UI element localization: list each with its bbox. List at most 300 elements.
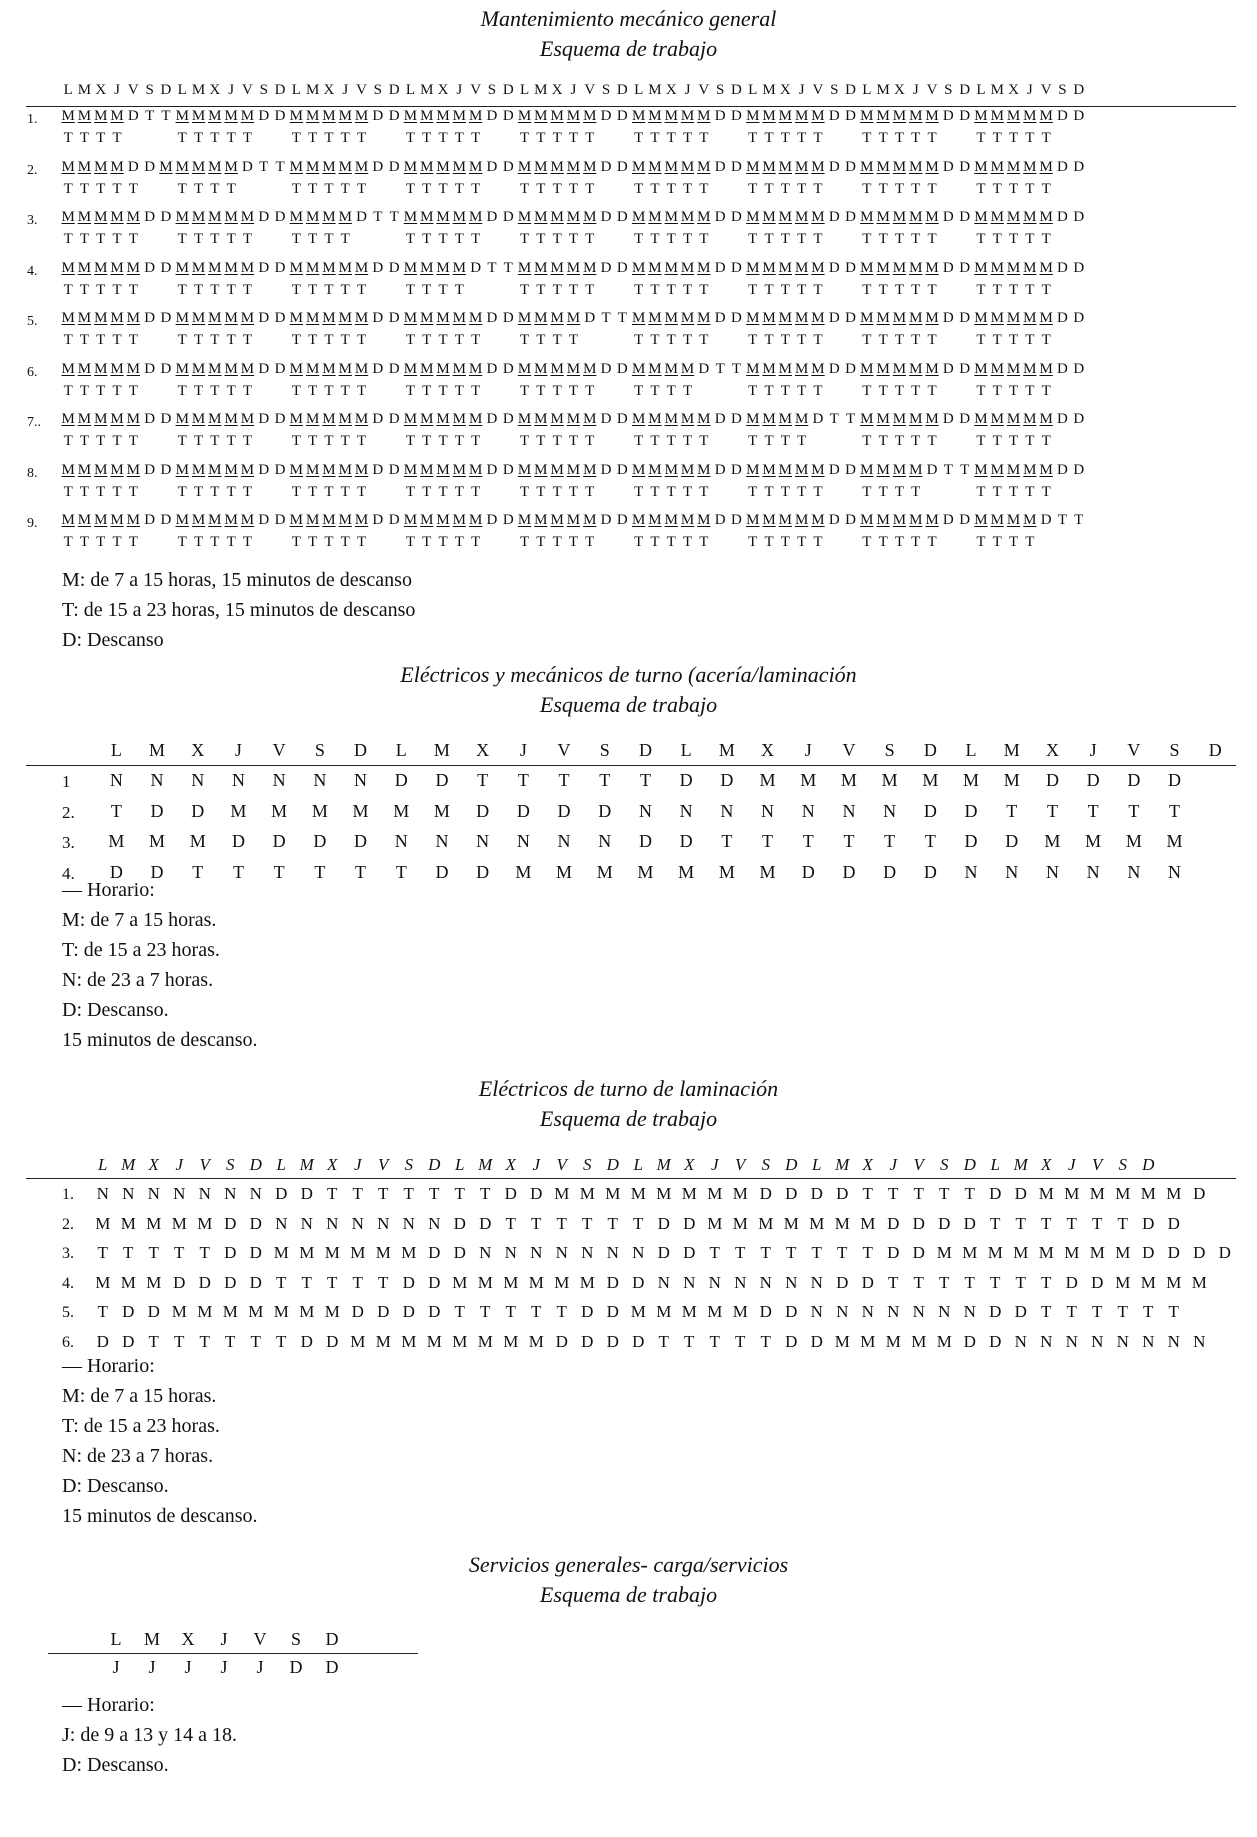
shift-cell: M (77, 259, 92, 276)
shift-cell: T (1008, 130, 1019, 146)
shift-cell: M (110, 360, 124, 377)
shift-cell: T (226, 483, 236, 500)
row-number: 4. (62, 863, 75, 883)
shift-cell: M (990, 259, 1004, 276)
shift-cell: T (536, 180, 546, 197)
shift-cell: M (289, 512, 303, 528)
shift-cell: T (802, 831, 814, 851)
shift-cell: M (208, 411, 222, 427)
shift-cell: D (486, 461, 498, 478)
shift-cell: D (600, 158, 612, 175)
shift-cell: T (888, 1272, 899, 1292)
shift-cell: M (305, 158, 320, 175)
shift-cell: T (699, 433, 709, 449)
shift-cell: M (892, 411, 907, 427)
shift-cell: D (144, 360, 156, 377)
shift-cell: T (760, 1243, 771, 1262)
shift-cell: T (911, 534, 921, 550)
shift-cell: M (403, 158, 418, 175)
row-number: 6. (62, 1333, 74, 1351)
shift-cell: M (1023, 360, 1037, 377)
shift-cell: T (1092, 1302, 1103, 1321)
shift-cell: T (438, 534, 448, 550)
day-header-cell: L (519, 82, 530, 98)
shift-cell: M (746, 461, 760, 478)
shift-cell: T (199, 1331, 210, 1351)
shift-cell: T (699, 281, 709, 298)
shift-cell: D (810, 1184, 823, 1203)
shift-cell: D (1073, 108, 1085, 124)
day-header-cell: V (557, 740, 571, 760)
shift-cell: T (519, 231, 530, 247)
shift-cell: T (666, 231, 676, 247)
shift-cell: M (197, 1302, 213, 1321)
shift-cell: M (1044, 831, 1061, 851)
shift-cell: M (697, 512, 711, 528)
shift-cell: T (454, 1302, 465, 1321)
shift-cell: N (734, 1272, 747, 1292)
shift-cell: D (959, 310, 971, 326)
shift-cell: D (191, 800, 205, 821)
day-header-cell: J (175, 1155, 184, 1174)
shift-cell: M (94, 108, 108, 124)
shift-cell: T (79, 281, 90, 298)
shift-cell: T (308, 130, 318, 146)
shift-cell: D (502, 310, 514, 326)
shift-cell: M (648, 310, 662, 326)
shift-cell: M (1023, 209, 1037, 225)
shift-cell: T (226, 382, 236, 399)
day-header-cell: V (913, 1155, 924, 1174)
shift-cell: T (607, 1213, 618, 1233)
shift-cell: T (429, 1184, 440, 1203)
shift-cell: T (639, 770, 651, 790)
shift-cell: D (1057, 360, 1068, 377)
shift-cell: T (422, 332, 432, 348)
shift-cell: T (558, 770, 570, 790)
shift-cell: T (79, 332, 90, 348)
shift-cell: T (568, 433, 579, 449)
shift-cell: T (405, 433, 416, 449)
shift-cell: T (128, 231, 138, 247)
shift-cell: D (274, 310, 286, 326)
shift-cell: T (633, 1213, 644, 1233)
day-header-cell: S (226, 1155, 235, 1174)
shift-cell: M (452, 209, 466, 225)
shift-cell: M (664, 461, 678, 478)
shift-cell: T (568, 534, 579, 550)
shift-cell: D (836, 1184, 849, 1203)
day-header-cell: V (812, 82, 824, 98)
shift-cell: M (534, 411, 548, 427)
shift-cell: T (324, 130, 334, 146)
shift-cell: D (842, 861, 856, 882)
shift-cell: M (208, 108, 222, 124)
day-header-row (0, 1627, 1257, 1655)
day-header-cell: J (114, 82, 120, 98)
shift-cell: M (1006, 411, 1021, 427)
shift-cell: M (354, 461, 369, 478)
shift-cell: T (210, 483, 220, 500)
shift-cell: D (372, 461, 384, 478)
day-header-cell: D (274, 82, 286, 98)
shift-cell: D (274, 360, 286, 377)
day-header-cell: S (830, 82, 839, 98)
shift-cell: M (648, 360, 662, 377)
shift-cell: D (938, 1213, 951, 1233)
shift-cell: D (1142, 1213, 1155, 1233)
shift-cell: T (210, 332, 220, 348)
shift-cell: T (128, 433, 138, 449)
day-header-cell: L (110, 1629, 122, 1649)
shift-cell: T (356, 332, 367, 348)
shift-cell: M (110, 108, 124, 124)
shift-cell: M (240, 512, 255, 528)
shift-cell: M (1006, 512, 1021, 528)
shift-cell: D (402, 1302, 415, 1321)
shift-cell: T (405, 180, 416, 197)
shift-cell: M (420, 512, 434, 528)
shift-cell: D (242, 158, 253, 175)
shift-cell: M (240, 411, 255, 427)
shift-cell: T (764, 534, 774, 550)
shift-cell: M (732, 1184, 748, 1203)
day-header-cell: V (272, 740, 286, 760)
shift-cell: M (707, 1213, 723, 1233)
shift-cell: T (405, 382, 416, 399)
shift-cell: M (909, 158, 923, 175)
shift-cell: T (210, 180, 220, 197)
shift-cell: D (923, 800, 937, 821)
shift-cell: D (435, 861, 449, 882)
shift-cell: T (813, 180, 823, 197)
shift-cell: M (631, 259, 646, 276)
shift-cell: M (909, 461, 923, 478)
shift-cell: N (1086, 861, 1100, 882)
shift-cell: D (313, 831, 327, 851)
shift-cell: T (63, 433, 73, 449)
shift-cell: D (964, 831, 978, 851)
day-header-cell: J (684, 82, 691, 98)
shift-cell: M (534, 310, 548, 326)
shift-cell: D (258, 461, 270, 478)
shift-cell: M (746, 108, 760, 124)
shift-cell: T (422, 483, 432, 500)
shift-cell: N (1091, 1331, 1104, 1351)
shift-cell: M (876, 461, 890, 478)
day-header-cell: M (534, 82, 548, 98)
shift-cell: M (159, 158, 173, 175)
shift-cell: M (354, 360, 369, 377)
shift-cell: N (1127, 861, 1141, 882)
shift-cell: T (911, 180, 921, 197)
section-subtitle: Esquema de trabajo (539, 1582, 718, 1607)
shift-cell: M (271, 800, 288, 821)
shift-cell: M (452, 259, 466, 276)
shift-cell: T (582, 1213, 593, 1233)
shift-cell: M (1039, 158, 1053, 175)
shift-cell: M (746, 158, 760, 175)
shift-cell: D (1167, 1213, 1180, 1233)
day-header-cell: M (1013, 1155, 1028, 1174)
shift-cell: M (436, 461, 450, 478)
shift-cell: D (679, 770, 693, 790)
shift-cell: M (1023, 108, 1037, 124)
day-header-cell: J (532, 1155, 541, 1174)
shift-cell: D (354, 831, 368, 851)
shift-cell: T (438, 130, 448, 146)
shift-cell: D (714, 411, 726, 427)
shift-cell: T (232, 861, 244, 882)
row-number: 2. (62, 802, 75, 822)
shift-cell: M (707, 1302, 723, 1321)
shift-cell: M (811, 461, 825, 478)
shift-cell: T (210, 382, 220, 399)
section-subtitle: Esquema de trabajo (539, 692, 718, 717)
shift-cell: M (892, 158, 907, 175)
shift-cell: M (338, 461, 352, 478)
shift-cell: M (436, 209, 450, 225)
shift-cell: T (355, 861, 367, 882)
shift-cell: T (273, 861, 285, 882)
shift-cell: M (436, 259, 450, 276)
shift-cell: M (1115, 1272, 1131, 1292)
shift-cell: M (637, 861, 654, 882)
shift-cell: T (813, 332, 823, 348)
section-title: Eléctricos y mecánicos de turno (acería/laminación (400, 662, 857, 687)
shift-cell: T (992, 281, 1002, 298)
day-header-cell: M (876, 82, 890, 98)
day-header-cell: V (356, 82, 367, 98)
shift-cell: T (862, 433, 872, 449)
shift-cell: T (324, 433, 334, 449)
shift-cell: M (503, 1272, 519, 1292)
shift-cell: M (963, 770, 980, 790)
shift-cell: D (714, 108, 726, 124)
shift-cell: M (860, 259, 874, 276)
shift-cell: T (356, 382, 367, 399)
shift-cell: T (813, 231, 823, 247)
shift-cell: M (556, 861, 573, 882)
shift-cell: D (657, 1243, 670, 1262)
shift-cell: M (1140, 1272, 1156, 1292)
shift-cell: N (842, 800, 856, 821)
shift-cell: M (876, 158, 890, 175)
shift-cell: T (1128, 800, 1140, 821)
shift-cell: N (720, 800, 734, 821)
shift-cell: T (682, 231, 693, 247)
shift-cell: T (634, 382, 644, 399)
table-row (0, 1184, 1257, 1212)
shift-cell: M (61, 209, 75, 225)
shift-cell: T (96, 332, 106, 348)
shift-cell: T (291, 332, 301, 348)
shift-cell: D (249, 1213, 262, 1233)
shift-cell: T (356, 180, 367, 197)
shift-cell: T (97, 1302, 108, 1321)
shift-cell: T (911, 483, 921, 500)
shift-cell: T (193, 130, 204, 146)
header-rule (26, 765, 1236, 766)
shift-cell: T (699, 534, 709, 550)
shift-cell: M (697, 461, 711, 478)
legend-line: M: de 7 a 15 horas. (62, 909, 217, 931)
day-header-cell: D (1073, 82, 1085, 98)
shift-cell: T (226, 281, 236, 298)
shift-cell: M (936, 1243, 952, 1262)
shift-cell: M (452, 360, 466, 377)
row-number: 7.. (27, 415, 41, 430)
shift-cell: N (657, 1272, 670, 1292)
shift-cell: M (746, 259, 760, 276)
shift-cell: N (810, 1302, 823, 1321)
shift-cell: M (94, 310, 108, 326)
shift-cell: M (94, 360, 108, 377)
shift-cell: M (648, 411, 662, 427)
shift-cell: D (861, 1272, 874, 1292)
shift-cell: N (504, 1243, 517, 1262)
shift-cell: T (634, 332, 644, 348)
shift-cell: M (566, 512, 581, 528)
shift-cell: M (664, 360, 678, 377)
shift-cell: D (144, 461, 156, 478)
shift-cell: D (606, 1272, 619, 1292)
header-rule (48, 1653, 418, 1654)
shift-cell: T (96, 281, 106, 298)
shift-cell: M (175, 461, 189, 478)
shift-cell: N (272, 770, 286, 790)
shift-cell: M (240, 461, 255, 478)
shift-cell: M (517, 411, 532, 427)
shift-cell: M (191, 158, 206, 175)
shift-cell: T (291, 231, 301, 247)
shift-cell: D (616, 209, 628, 225)
shift-cell: D (1142, 1243, 1155, 1262)
shift-cell: M (1023, 158, 1037, 175)
shift-cell: T (556, 1213, 567, 1233)
day-header-cell: D (606, 1155, 619, 1174)
day-header-cell: L (110, 740, 122, 760)
legend-line: D: Descanso. (62, 999, 169, 1021)
day-header-cell: M (299, 1155, 314, 1174)
shift-cell: T (721, 831, 733, 851)
day-header-cell: D (923, 740, 937, 760)
shift-cell: T (519, 433, 530, 449)
shift-cell: M (393, 800, 410, 821)
shift-cell: M (248, 1302, 264, 1321)
shift-cell: M (974, 512, 988, 528)
shift-cell: M (746, 360, 760, 377)
shift-cell: T (797, 281, 807, 298)
shift-cell: T (964, 1184, 975, 1203)
shift-cell: T (1041, 1213, 1052, 1233)
shift-cell: M (224, 310, 238, 326)
shift-cell: D (1005, 831, 1019, 851)
shift-cell: M (860, 512, 874, 528)
shift-cell: N (1045, 861, 1059, 882)
shift-cell: M (94, 209, 108, 225)
shift-cell: N (394, 831, 408, 851)
shift-cell: T (291, 483, 301, 500)
shift-cell: M (289, 108, 303, 124)
shift-cell: M (925, 108, 939, 124)
shift-cell: M (110, 512, 124, 528)
shift-cell: M (583, 108, 597, 124)
shift-cell: T (505, 1213, 516, 1233)
shift-cell: M (191, 411, 206, 427)
shift-cell: T (927, 180, 937, 197)
shift-cell: M (77, 310, 92, 326)
shift-cell: T (764, 382, 774, 399)
shift-cell: M (354, 411, 369, 427)
shift-cell: T (878, 332, 888, 348)
shift-cell: N (476, 831, 490, 851)
shift-cell: T (308, 180, 318, 197)
day-header-cell: J (220, 1629, 228, 1649)
day-header-cell: L (63, 82, 73, 98)
shift-cell: M (468, 461, 483, 478)
shift-cell: M (758, 1213, 774, 1233)
shift-cell: T (63, 231, 73, 247)
shift-cell: N (147, 1184, 160, 1203)
shift-cell: T (340, 130, 350, 146)
shift-cell: D (502, 209, 514, 225)
shift-cell: M (778, 310, 792, 326)
day-header-cell: V (242, 82, 253, 98)
shift-cell: T (226, 433, 236, 449)
shift-cell: M (579, 1272, 595, 1292)
shift-cell: M (401, 1331, 417, 1351)
shift-cell: M (664, 158, 678, 175)
shift-cell: M (648, 512, 662, 528)
shift-cell: T (650, 433, 660, 449)
shift-cell: D (845, 512, 856, 528)
shift-cell: T (1168, 1302, 1179, 1321)
shift-cell: T (1041, 281, 1051, 298)
shift-cell: M (208, 158, 222, 175)
shift-cell: D (1218, 1243, 1231, 1262)
shift-cell: M (197, 1213, 213, 1233)
shift-cell: M (794, 310, 809, 326)
day-header-cell: D (388, 82, 400, 98)
legend-line: T: de 15 a 23 horas, 15 minutos de descanso (62, 599, 416, 621)
shift-cell: T (927, 332, 937, 348)
table-row (0, 310, 1257, 358)
shift-cell: N (1040, 1331, 1053, 1351)
shift-cell: M (909, 259, 923, 276)
shift-cell: D (942, 158, 954, 175)
shift-cell: T (552, 231, 562, 247)
shift-cell: D (1086, 770, 1100, 790)
shift-cell: M (528, 1272, 544, 1292)
shift-cell: D (598, 800, 612, 821)
shift-cell: T (79, 433, 90, 449)
shift-cell: D (731, 461, 742, 478)
shift-cell: T (927, 281, 937, 298)
shift-cell: M (61, 158, 75, 175)
shift-cell: M (631, 461, 646, 478)
shift-cell: M (299, 1302, 315, 1321)
shift-cell: M (746, 512, 760, 528)
shift-cell: M (468, 310, 483, 326)
day-header-cell: X (1041, 1155, 1052, 1174)
shift-cell: D (720, 770, 734, 790)
shift-cell: D (812, 411, 824, 427)
shift-cell: M (311, 800, 328, 821)
day-header-cell: X (862, 1155, 873, 1174)
shift-cell: M (94, 411, 108, 427)
shift-cell: M (322, 411, 336, 427)
